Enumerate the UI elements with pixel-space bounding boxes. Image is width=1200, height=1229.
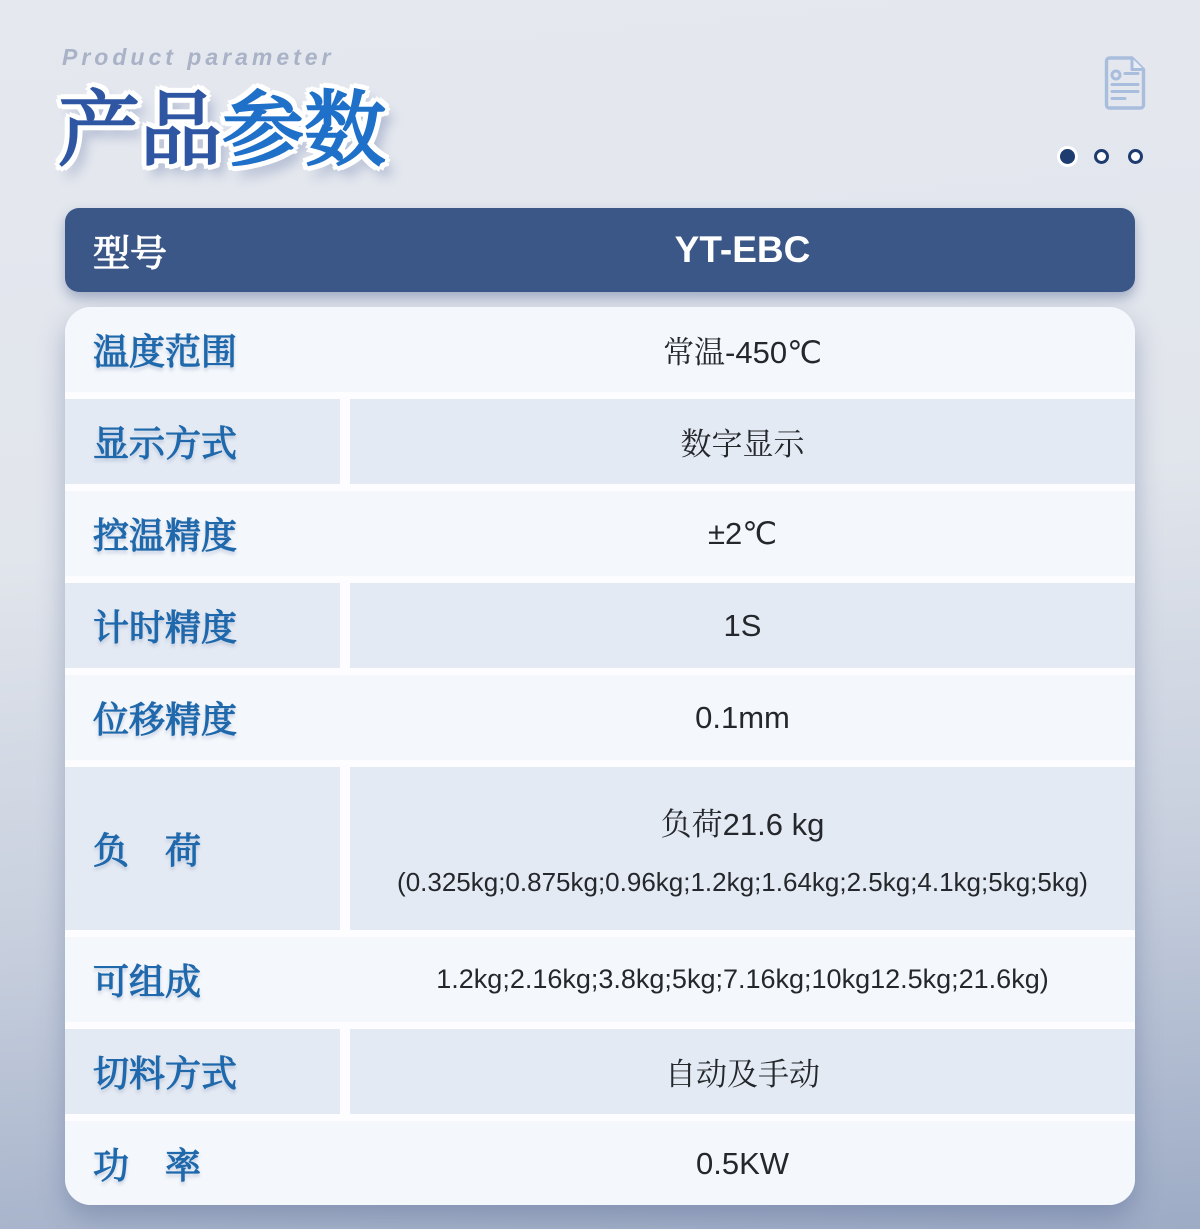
row-label-cell (65, 399, 340, 484)
row-label-cell (65, 767, 340, 930)
row-value-cell (350, 307, 1135, 392)
cell-gutter (340, 767, 350, 930)
row-label: 位移精度 (93, 699, 238, 740)
row-value: 0.5KW (695, 1145, 790, 1181)
page-title-part2: 参数 (222, 85, 387, 176)
table-row (65, 767, 1135, 930)
table-row (65, 399, 1135, 484)
carousel-dots (1060, 149, 1143, 164)
row-label: 控温精度 (93, 515, 238, 556)
row-value: 0.1mm (695, 699, 790, 735)
row-value-cell (350, 1029, 1135, 1114)
cell-gutter (340, 675, 350, 760)
row-label-cell (65, 1121, 340, 1205)
row-value: 自动及手动 (665, 1057, 820, 1092)
document-icon (1103, 56, 1147, 110)
cell-gutter (340, 1121, 350, 1205)
row-label: 可组成 (93, 961, 202, 1002)
table-row (65, 937, 1135, 1022)
row-value: 常温-450℃ (663, 335, 822, 370)
cell-gutter (340, 583, 350, 668)
row-label: 显示方式 (93, 423, 238, 464)
cell-gutter (340, 1029, 350, 1114)
row-label: 功 率 (93, 1145, 202, 1186)
row-label-cell (65, 937, 340, 1022)
table-row (65, 1029, 1135, 1114)
row-label-cell (65, 307, 340, 392)
table-row (65, 307, 1135, 392)
carousel-dot-active[interactable] (1060, 149, 1075, 164)
eyebrow-text: Product parameter (62, 44, 335, 70)
cell-gutter (340, 307, 350, 392)
row-label: 计时精度 (93, 607, 238, 648)
spec-header-value: YT-EBC (674, 229, 811, 270)
carousel-dot[interactable] (1128, 149, 1143, 164)
table-row (65, 675, 1135, 760)
page-title-part1: 产品 (58, 85, 223, 176)
spec-header-label: 型号 (93, 233, 167, 274)
cell-gutter (340, 491, 350, 576)
row-value: 1S (723, 607, 762, 643)
row-value: 数字显示 (680, 427, 805, 462)
row-label-cell (65, 675, 340, 760)
row-value-cell (350, 491, 1135, 576)
row-value-cell (350, 399, 1135, 484)
row-label: 负 荷 (93, 830, 202, 871)
table-row (65, 491, 1135, 576)
row-value-cell (350, 1121, 1135, 1205)
row-value: 负荷21.6 kg (660, 807, 825, 843)
row-label-cell (65, 491, 340, 576)
table-row (65, 583, 1135, 668)
row-value: ±2℃ (707, 515, 778, 551)
row-label-cell (65, 583, 340, 668)
table-row (65, 1121, 1135, 1205)
row-label: 温度范围 (93, 331, 238, 372)
page-title (58, 84, 386, 178)
row-value: 1.2kg;2.16kg;3.8kg;5kg;7.16kg;10kg12.5kg;21.6kg) (436, 964, 1049, 994)
row-label: 切料方式 (93, 1053, 238, 1094)
cell-gutter (340, 937, 350, 1022)
row-value-cell (350, 675, 1135, 760)
spec-table (65, 307, 1135, 1205)
cell-gutter (340, 399, 350, 484)
cell-gutter (340, 208, 350, 292)
row-label-cell (65, 1029, 340, 1114)
row-value-cell (350, 767, 1135, 930)
row-value-cell (350, 583, 1135, 668)
row-value-secondary: (0.325kg;0.875kg;0.96kg;1.2kg;1.64kg;2.5kg;4.1kg;5kg;5kg) (397, 866, 1088, 897)
spec-table-header (65, 208, 1135, 292)
carousel-dot[interactable] (1094, 149, 1109, 164)
row-value-cell (350, 937, 1135, 1022)
